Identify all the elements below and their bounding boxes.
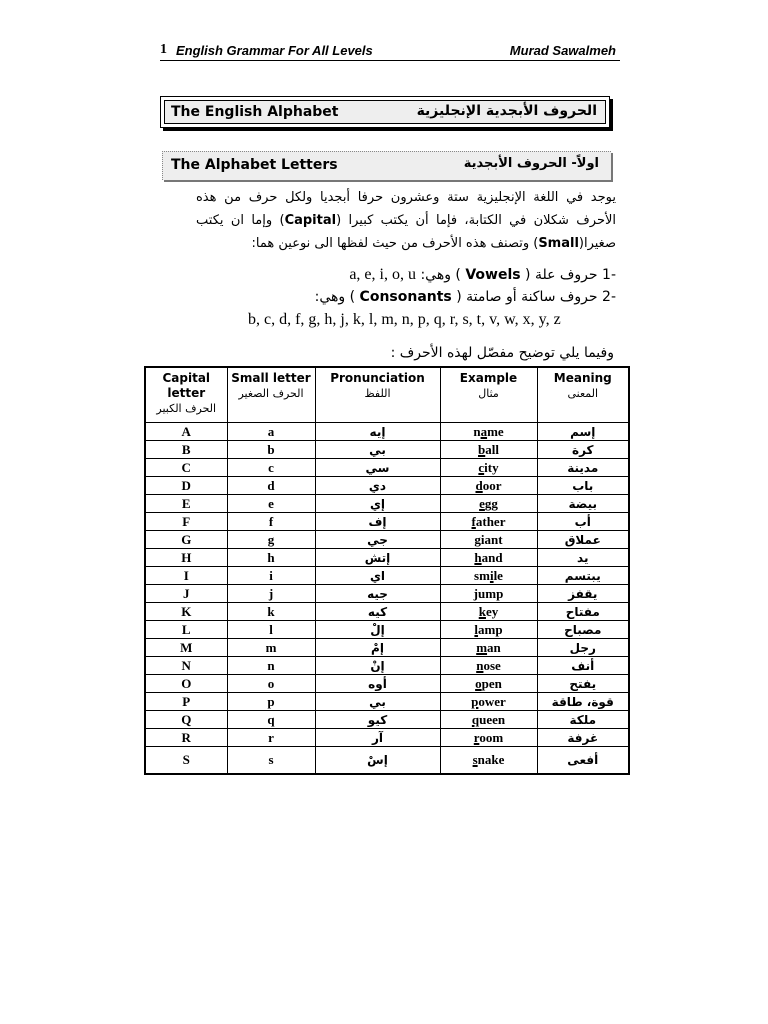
- pronunciation-cell: إلْ: [315, 621, 440, 639]
- example-word-end: amp: [478, 621, 503, 637]
- meaning-cell: ملكة: [537, 711, 629, 729]
- example-letter-highlight: n: [476, 657, 484, 673]
- capital-letter-cell: K: [145, 603, 227, 621]
- table-row: [145, 711, 629, 729]
- pronunciation-cell: إسْ: [315, 747, 440, 775]
- meaning-cell: يبتسم: [537, 567, 629, 585]
- pronunciation-cell: جيه: [315, 585, 440, 603]
- example-letter-highlight: j: [473, 585, 479, 601]
- example-word-end: iant: [480, 531, 503, 547]
- page-title-english: The English Alphabet: [171, 104, 339, 120]
- example-word-end: ump: [478, 585, 504, 601]
- table-row: [145, 621, 629, 639]
- header-pronunciation: [315, 367, 440, 423]
- consonants-suffix: ) وهي:: [314, 289, 356, 305]
- consonants-letters: b, c, d, f, g, h, j, k, l, m, n, p, q, r, s, t, v, w, x, y, z: [248, 311, 561, 328]
- example-word-end: ity: [484, 459, 499, 475]
- example-letter-highlight: q: [471, 711, 480, 727]
- example-cell: [440, 459, 537, 477]
- capital-letter-cell: M: [145, 639, 227, 657]
- alphabet-table: [144, 366, 630, 775]
- example-cell: [440, 747, 537, 775]
- table-row: [145, 423, 629, 441]
- header-meaning-label: Meaning: [553, 371, 612, 385]
- table-row: [145, 675, 629, 693]
- pronunciation-cell: اي: [315, 567, 440, 585]
- table-intro: وفيما يلي توضيح مفصّل لهذه الأحرف :: [390, 345, 614, 361]
- example-word-start: sm: [474, 567, 490, 583]
- example-cell: [440, 657, 537, 675]
- table-row: [145, 585, 629, 603]
- capital-letter-cell: H: [145, 549, 227, 567]
- example-letter-highlight: g: [474, 531, 481, 547]
- header-pronunciation-arabic: اللفظ: [364, 387, 391, 400]
- table-row: [145, 567, 629, 585]
- section-heading-box: [162, 151, 611, 180]
- example-cell: [440, 477, 537, 495]
- author-name: Murad Sawalmeh: [509, 43, 616, 58]
- example-cell: [440, 531, 537, 549]
- meaning-cell: يفتح: [537, 675, 629, 693]
- pronunciation-cell: كيو: [315, 711, 440, 729]
- example-letter-highlight: l: [474, 621, 479, 637]
- small-term: Small: [538, 236, 579, 251]
- consonants-prefix: -2 حروف ساكنة أو صامتة (: [456, 289, 616, 305]
- small-letter-cell: f: [227, 513, 315, 531]
- example-letter-highlight: f: [471, 513, 476, 529]
- meaning-cell: يد: [537, 549, 629, 567]
- meaning-cell: مفتاح: [537, 603, 629, 621]
- header-capital-label: Capital letter: [162, 371, 211, 400]
- small-letter-cell: e: [227, 495, 315, 513]
- capital-term: Capital: [284, 213, 337, 228]
- header-example: [440, 367, 537, 423]
- example-letter-highlight: d: [475, 477, 483, 493]
- vowels-line: [349, 266, 616, 284]
- capital-letter-cell: C: [145, 459, 227, 477]
- small-letter-cell: c: [227, 459, 315, 477]
- pronunciation-cell: سي: [315, 459, 440, 477]
- capital-letter-cell: E: [145, 495, 227, 513]
- capital-letter-cell: R: [145, 729, 227, 747]
- example-word-end: ey: [485, 603, 499, 619]
- meaning-cell: غرفة: [537, 729, 629, 747]
- example-word-end: oor: [482, 477, 502, 493]
- header-pronunciation-label: Pronunciation: [330, 371, 425, 385]
- vowels-suffix: ) وهي:: [420, 267, 461, 283]
- small-letter-cell: h: [227, 549, 315, 567]
- capital-letter-cell: S: [145, 747, 227, 775]
- meaning-cell: أفعى: [537, 747, 629, 775]
- header-meaning: [537, 367, 629, 423]
- table-row: [145, 459, 629, 477]
- example-letter-highlight: m: [476, 639, 488, 655]
- header-example-label: Example: [459, 371, 518, 385]
- capital-letter-cell: D: [145, 477, 227, 495]
- example-cell: [440, 495, 537, 513]
- capital-letter-cell: J: [145, 585, 227, 603]
- example-letter-highlight: s: [472, 752, 478, 767]
- intro-text-1: يوجد في اللغة الإنجليزية ستة وعشرون حرفا أبجديا ولكل حرف من هذه الأحرف شكلان في الكتابة، فإما أن يكتب كبيرا (: [196, 190, 617, 228]
- consonants-line: [315, 289, 616, 305]
- capital-letter-cell: F: [145, 513, 227, 531]
- pronunciation-cell: إنْ: [315, 657, 440, 675]
- example-letter-highlight: r: [473, 729, 480, 745]
- pronunciation-cell: إي: [315, 495, 440, 513]
- example-letter-highlight: i: [489, 567, 494, 583]
- consonants-term: Consonants: [359, 289, 452, 305]
- meaning-cell: أب: [537, 513, 629, 531]
- meaning-cell: قوة، طاقة: [537, 693, 629, 711]
- example-word-end: me: [487, 423, 504, 439]
- header-capital-arabic: الحرف الكبير: [156, 402, 217, 415]
- example-cell: [440, 603, 537, 621]
- small-letter-cell: j: [227, 585, 315, 603]
- example-letter-highlight: k: [478, 603, 486, 619]
- table-row: [145, 513, 629, 531]
- example-word-end: ose: [483, 657, 501, 673]
- table-row: [145, 603, 629, 621]
- pronunciation-cell: إف: [315, 513, 440, 531]
- book-title: English Grammar For All Levels: [176, 43, 373, 58]
- example-word-end: le: [493, 567, 503, 583]
- small-letter-cell: m: [227, 639, 315, 657]
- example-cell: [440, 693, 537, 711]
- meaning-cell: يقفز: [537, 585, 629, 603]
- header-small-label: Small letter: [231, 371, 311, 385]
- example-word-end: and: [481, 549, 503, 565]
- table-row: [145, 495, 629, 513]
- table-row: [145, 531, 629, 549]
- meaning-cell: أنف: [537, 657, 629, 675]
- small-letter-cell: a: [227, 423, 315, 441]
- example-word-start: n: [473, 423, 481, 439]
- page-number: 1: [160, 42, 167, 57]
- capital-letter-cell: G: [145, 531, 227, 549]
- example-letter-highlight: b: [478, 441, 486, 457]
- small-letter-cell: p: [227, 693, 315, 711]
- small-letter-cell: n: [227, 657, 315, 675]
- capital-letter-cell: L: [145, 621, 227, 639]
- example-letter-highlight: o: [475, 675, 482, 691]
- capital-letter-cell: O: [145, 675, 227, 693]
- meaning-cell: رجل: [537, 639, 629, 657]
- intro-text-3: ) وتصنف هذه الأحرف من حيث لفظها الى نوعين هما:: [251, 236, 539, 251]
- example-cell: [440, 675, 537, 693]
- example-letter-highlight: a: [480, 423, 488, 439]
- example-letter-highlight: h: [474, 549, 482, 565]
- table-row: [145, 477, 629, 495]
- example-letter-highlight: c: [478, 459, 485, 475]
- small-letter-cell: o: [227, 675, 315, 693]
- page-title-arabic: الحروف الأبجدية الإنجليزية: [416, 103, 597, 119]
- capital-letter-cell: I: [145, 567, 227, 585]
- small-letter-cell: g: [227, 531, 315, 549]
- page-title-inner: [164, 100, 606, 124]
- example-cell: [440, 585, 537, 603]
- example-cell: [440, 729, 537, 747]
- example-cell: [440, 441, 537, 459]
- pronunciation-cell: آر: [315, 729, 440, 747]
- example-cell: [440, 639, 537, 657]
- section-heading-arabic: اولاً- الحروف الأبجدية: [463, 156, 599, 171]
- table-row: [145, 639, 629, 657]
- meaning-cell: مصباح: [537, 621, 629, 639]
- intro-paragraph: [196, 186, 616, 255]
- header-example-arabic: مثال: [478, 387, 499, 400]
- example-word-end: pen: [481, 675, 502, 691]
- meaning-cell: إسم: [537, 423, 629, 441]
- small-letter-cell: r: [227, 729, 315, 747]
- example-word-end: ueen: [479, 711, 506, 727]
- capital-letter-cell: B: [145, 441, 227, 459]
- alphabet-table-body: [145, 423, 629, 775]
- capital-letter-cell: Q: [145, 711, 227, 729]
- pronunciation-cell: جي: [315, 531, 440, 549]
- section-heading-english: The Alphabet Letters: [171, 157, 338, 173]
- header-small-arabic: الحرف الصغير: [238, 387, 304, 400]
- capital-letter-cell: N: [145, 657, 227, 675]
- pronunciation-cell: كيه: [315, 603, 440, 621]
- pronunciation-cell: بي: [315, 693, 440, 711]
- example-cell: [440, 567, 537, 585]
- header-capital: [145, 367, 227, 423]
- vowels-term: Vowels: [465, 267, 521, 283]
- small-letter-cell: k: [227, 603, 315, 621]
- page-header: [160, 42, 620, 61]
- pronunciation-cell: إتش: [315, 549, 440, 567]
- vowels-prefix: -1 حروف علة (: [525, 267, 616, 283]
- pronunciation-cell: إيه: [315, 423, 440, 441]
- page-title-box: [160, 96, 610, 128]
- example-word-end: an: [487, 639, 501, 655]
- header-meaning-arabic: المعنى: [567, 387, 599, 400]
- capital-letter-cell: A: [145, 423, 227, 441]
- meaning-cell: عملاق: [537, 531, 629, 549]
- example-letter-highlight: p: [471, 693, 479, 709]
- example-cell: [440, 423, 537, 441]
- small-letter-cell: i: [227, 567, 315, 585]
- small-letter-cell: s: [227, 747, 315, 775]
- meaning-cell: كرة: [537, 441, 629, 459]
- vowels-letters: a, e, i, o, u: [349, 266, 416, 283]
- pronunciation-cell: بي: [315, 441, 440, 459]
- pronunciation-cell: إمْ: [315, 639, 440, 657]
- header-small: [227, 367, 315, 423]
- table-row: [145, 549, 629, 567]
- small-letter-cell: l: [227, 621, 315, 639]
- example-word-end: nake: [477, 752, 505, 767]
- example-cell: [440, 711, 537, 729]
- meaning-cell: بيضة: [537, 495, 629, 513]
- example-cell: [440, 513, 537, 531]
- small-letter-cell: q: [227, 711, 315, 729]
- table-header-row: [145, 367, 629, 423]
- example-cell: [440, 549, 537, 567]
- capital-letter-cell: P: [145, 693, 227, 711]
- small-letter-cell: b: [227, 441, 315, 459]
- example-word-end: gg: [484, 495, 498, 511]
- table-row: [145, 441, 629, 459]
- pronunciation-cell: أوه: [315, 675, 440, 693]
- example-cell: [440, 621, 537, 639]
- example-word-end: all: [485, 441, 499, 457]
- table-row: [145, 729, 629, 747]
- table-row: [145, 747, 629, 775]
- meaning-cell: باب: [537, 477, 629, 495]
- example-word-end: ower: [478, 693, 506, 709]
- small-letter-cell: d: [227, 477, 315, 495]
- example-letter-highlight: e: [479, 495, 485, 511]
- pronunciation-cell: دي: [315, 477, 440, 495]
- meaning-cell: مدينة: [537, 459, 629, 477]
- intro-text-2: ) وإما ان يكتب صغيرا(: [196, 213, 616, 251]
- table-row: [145, 693, 629, 711]
- table-row: [145, 657, 629, 675]
- example-word-end: oom: [479, 729, 504, 745]
- example-word-end: ather: [475, 513, 506, 529]
